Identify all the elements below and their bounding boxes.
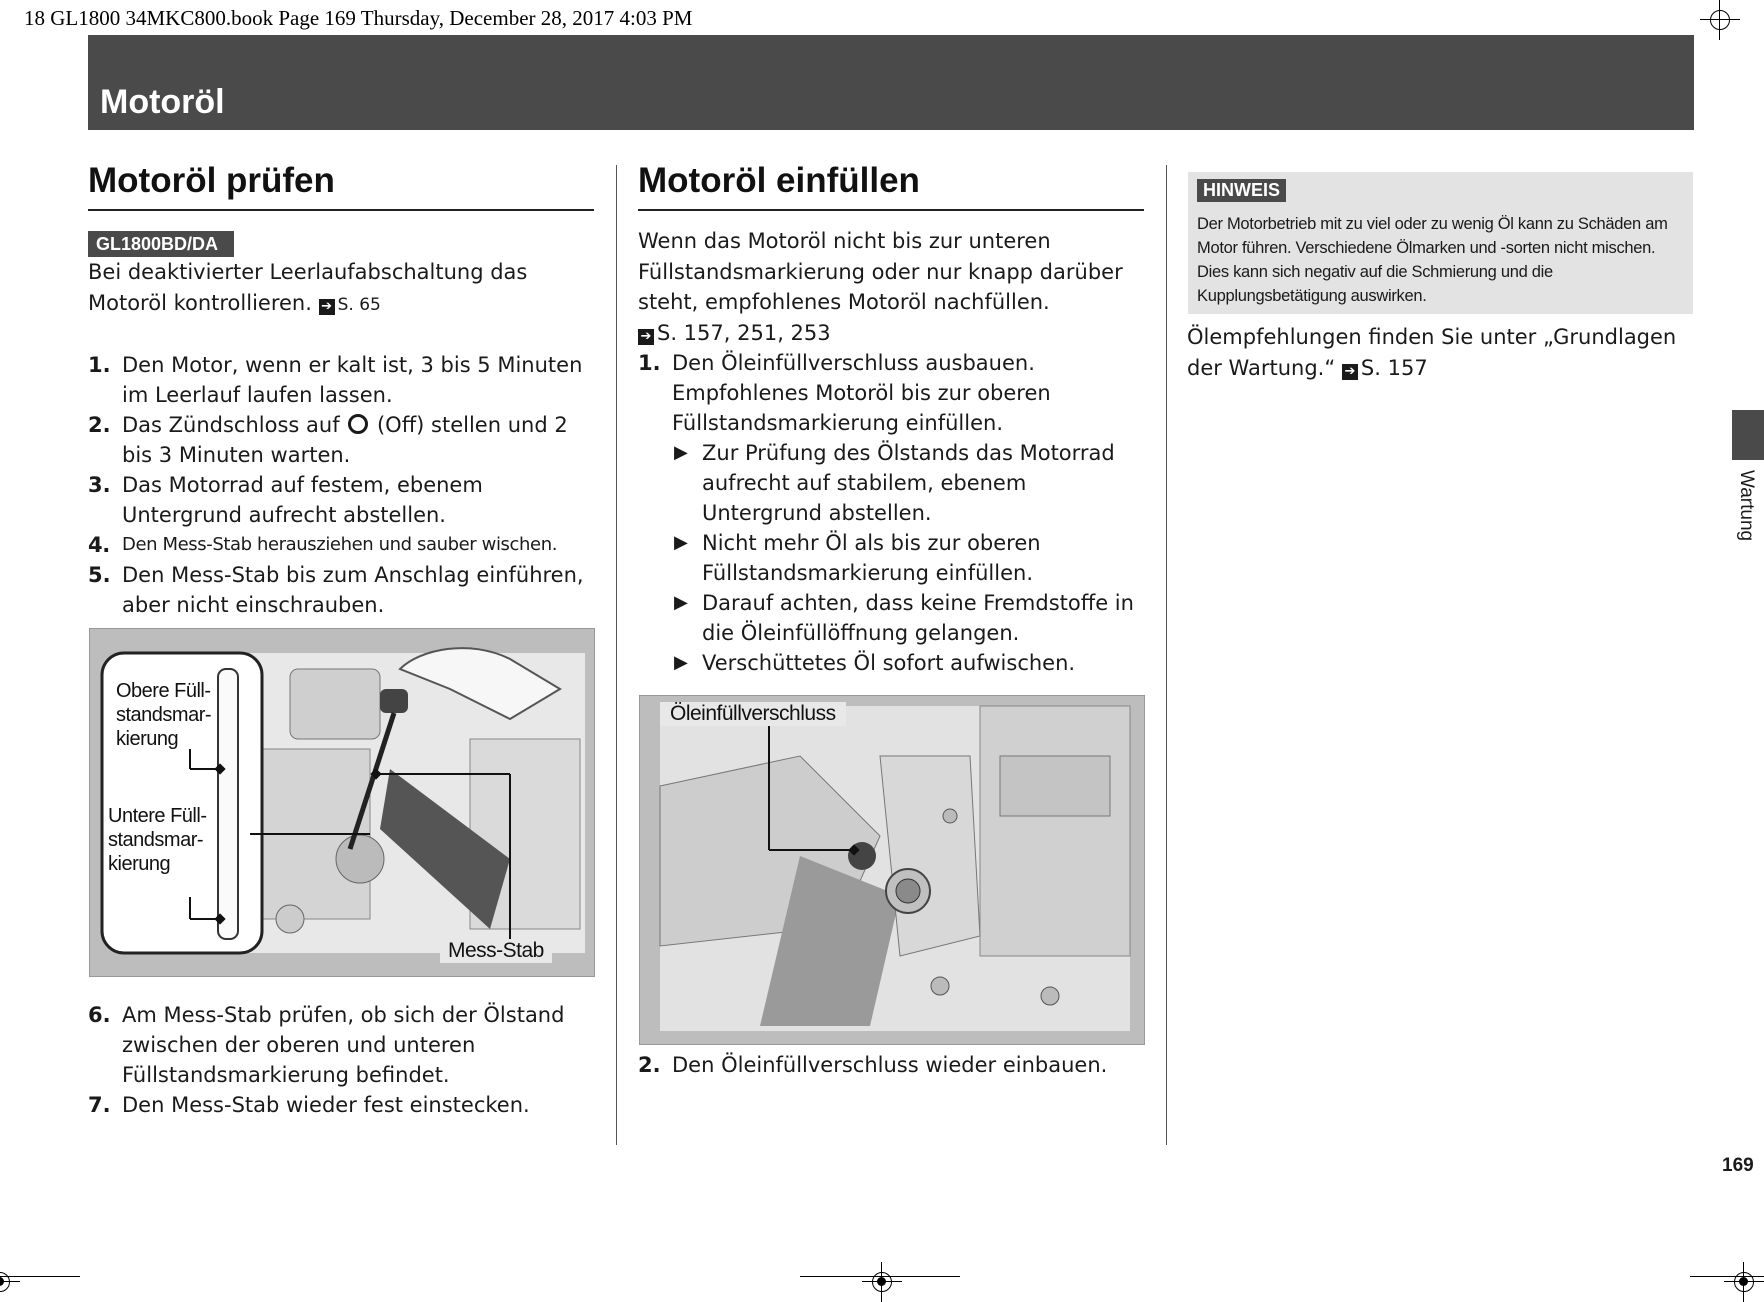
- filler-cap-figure: [639, 695, 1145, 1045]
- step-text: Den Mess-Stab herausziehen und sauber wischen.: [122, 534, 558, 555]
- label-line: standsmar-: [116, 704, 212, 726]
- label-line: standsmar-: [108, 829, 204, 851]
- intro-line-2: Motoröl kontrollieren.: [88, 290, 312, 315]
- heading-rule: [88, 209, 594, 211]
- registration-mark-icon: [1700, 0, 1740, 40]
- trim-line: [0, 1276, 80, 1277]
- step-text: Den Motor, wenn er kalt ist, 3 bis 5 Minuten im Leerlauf laufen lassen.: [122, 353, 583, 407]
- trim-line: [800, 1276, 960, 1277]
- step-text: Das Zündschloss auf: [122, 413, 340, 437]
- chapter-label: Wartung: [1736, 470, 1757, 542]
- registration-mark-icon: [1724, 1262, 1764, 1302]
- list-item: [88, 470, 594, 530]
- chapter-tab[interactable]: [1732, 410, 1764, 460]
- list-item: [88, 1000, 594, 1090]
- recommendation-text: [1187, 322, 1697, 383]
- notice-text: Der Motorbetrieb mit zu viel oder zu wenig Öl kann zu Schäden am Motor führen. Verschiedene Ölmarken und -sorten nicht mischen. Dies kann sich negativ auf die Schmierung und die Kupplungsbetätigung auswirken.: [1197, 215, 1668, 305]
- add-steps: [638, 348, 1144, 678]
- list-item: [88, 1090, 594, 1120]
- recommendation-body: Ölempfehlungen finden Sie unter „Grundlagen der Wartung.“: [1187, 325, 1677, 380]
- page-ref-link[interactable]: S. 157: [1360, 355, 1428, 380]
- label-line: Untere Füll-: [108, 805, 207, 827]
- column-check-oil: [88, 160, 594, 620]
- list-item: [88, 350, 594, 410]
- registration-mark-icon: [862, 1262, 902, 1302]
- step-text: Das Motorrad auf festem, ebenem Untergrund aufrecht abstellen.: [122, 473, 483, 527]
- column-divider: [616, 165, 617, 1145]
- step-number: 4.: [88, 533, 110, 557]
- column-add-oil-continued: [638, 1050, 1144, 1080]
- page-number: 169: [1722, 1155, 1754, 1176]
- heading-rule: [638, 209, 1144, 211]
- list-item: [88, 560, 594, 620]
- column-divider: [1166, 165, 1167, 1145]
- label-line: Obere Füll-: [116, 680, 211, 702]
- step-text: Empfohlenes Motoröl bis zur oberen Füllstandsmarkierung einfüllen.: [672, 381, 1051, 435]
- label-lower-mark: [108, 804, 206, 876]
- label-line: kierung: [116, 728, 179, 750]
- list-item: [88, 410, 594, 470]
- step-number: 5.: [88, 563, 111, 587]
- model-badge: GL1800BD/DA: [88, 231, 234, 257]
- intro-text: [88, 257, 594, 320]
- check-steps-continued: [88, 1000, 594, 1120]
- list-item: [638, 1050, 1144, 1080]
- step-text: Den Mess-Stab bis zum Anschlag einführen, aber nicht einschrauben.: [122, 563, 584, 617]
- trim-line: [1690, 1276, 1764, 1277]
- intro-line-1: Bei deaktivierter Leerlaufabschaltung das: [88, 260, 528, 284]
- ref-arrow-icon: ➔: [638, 329, 654, 345]
- step-text: Den Öleinfüllverschluss ausbauen.: [672, 351, 1035, 375]
- step-text: Den Öleinfüllverschluss wieder einbauen.: [672, 1053, 1108, 1077]
- page-ref-link[interactable]: S. 157, 251, 253: [657, 320, 831, 345]
- bullet-text: Verschüttetes Öl sofort aufwischen.: [702, 651, 1076, 675]
- column-add-oil: [638, 160, 1144, 678]
- step-text: Am Mess-Stab prüfen, ob sich der Ölstand zwischen der oberen und unteren Füllstandsmarkierung befindet.: [122, 1003, 565, 1087]
- intro-text: Wenn das Motoröl nicht bis zur unteren Füllstandsmarkierung oder nur knapp darüber steht, empfohlenes Motoröl nachfüllen.: [638, 229, 1123, 314]
- triangle-bullet-icon: ▶: [674, 532, 688, 553]
- step-number: 6.: [88, 1003, 111, 1027]
- heading-add-oil: Motoröl einfüllen: [638, 161, 920, 200]
- bullet-text: Darauf achten, dass keine Fremdstoffe in die Öleinfüllöffnung gelangen.: [702, 591, 1134, 645]
- label-dipstick: Mess-Stab: [440, 939, 552, 963]
- step-number: 2.: [638, 1053, 661, 1077]
- registration-mark-icon: [0, 1262, 20, 1302]
- label-filler-cap: Öleinfüllverschluss: [660, 702, 846, 726]
- bullet-item: [672, 438, 1144, 528]
- notice-box: [1188, 172, 1693, 314]
- bullet-item: [672, 648, 1144, 678]
- print-header: 18 GL1800 34MKC800.book Page 169 Thursday, December 28, 2017 4:03 PM: [24, 6, 693, 30]
- section-title-bar: [88, 35, 1694, 130]
- step-number: 1.: [638, 351, 661, 375]
- page-ref-link[interactable]: S. 65: [337, 294, 381, 315]
- triangle-bullet-icon: ▶: [674, 592, 688, 613]
- step-number: 3.: [88, 473, 111, 497]
- step-text: Den Mess-Stab wieder fest einstecken.: [122, 1093, 530, 1117]
- filler-cap-illustration: [640, 696, 1144, 1044]
- column-check-oil-continued: [88, 1000, 594, 1120]
- step-number: 2.: [88, 413, 111, 437]
- heading-check-oil: Motoröl prüfen: [88, 161, 335, 200]
- step-number: 7.: [88, 1093, 111, 1117]
- ignition-off-icon: [348, 414, 368, 434]
- ref-arrow-icon: ➔: [319, 299, 335, 315]
- step-text: (Off) stellen und 2 bis 3 Minuten warten.: [122, 413, 568, 467]
- bullet-item: [672, 528, 1144, 588]
- triangle-bullet-icon: ▶: [674, 652, 688, 673]
- notice-tag: HINWEIS: [1197, 179, 1286, 202]
- bullet-text: Nicht mehr Öl als bis zur oberen Füllstandsmarkierung einfüllen.: [702, 531, 1041, 585]
- dipstick-figure: [89, 628, 595, 977]
- add-steps-continued: [638, 1050, 1144, 1080]
- step-number: 1.: [88, 353, 111, 377]
- triangle-bullet-icon: ▶: [674, 442, 688, 463]
- list-item: [638, 348, 1144, 678]
- add-oil-intro: [638, 226, 1144, 348]
- list-item: [88, 530, 594, 560]
- bullet-item: [672, 588, 1144, 648]
- ref-arrow-icon: ➔: [1342, 364, 1358, 380]
- check-steps: [88, 350, 594, 620]
- bullet-text: Zur Prüfung des Ölstands das Motorrad aufrecht auf stabilem, ebenem Untergrund abstellen.: [702, 441, 1115, 525]
- label-upper-mark: [116, 679, 211, 751]
- label-line: kierung: [108, 853, 171, 875]
- page-title: Motoröl: [100, 83, 225, 121]
